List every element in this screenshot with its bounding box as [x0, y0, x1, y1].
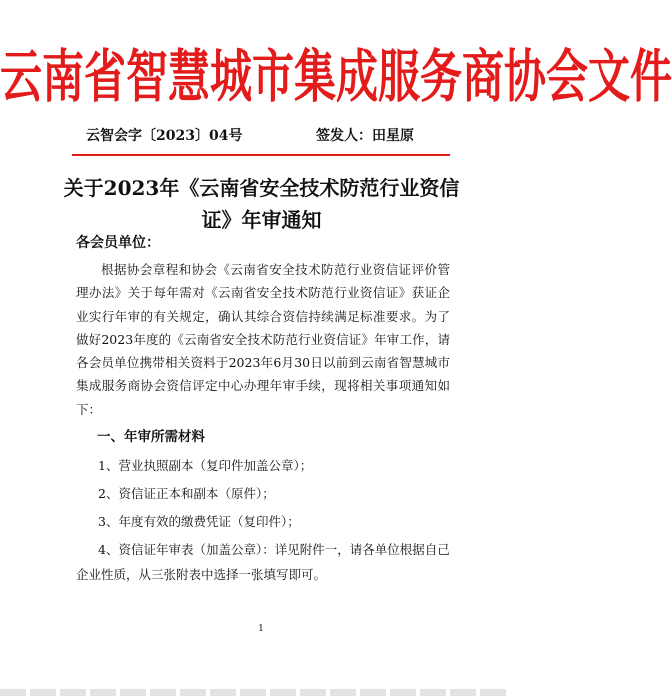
- footer-segment: [0, 689, 26, 696]
- document-signer: 签发人：田星原: [316, 128, 414, 144]
- document-header: 云南省智慧城市集成服务商协会文件: [0, 43, 672, 110]
- footer-segment: [330, 689, 356, 696]
- footer-segment: [480, 689, 506, 696]
- body-paragraph: 根据协会章程和协会《云南省安全技术防范行业资信证评价管理办法》关于每年需对《云南省安全技术防范行业资信证》获证企业实行年审的有关规定，确认其综合资信持续满足标准要求。为了做好2023年度的《云南省安全技术防范行业资信证》年审工作，请各会员单位携带相关资料于2023年6月30日以前到云南省智慧城市集成服务商协会资信评定中心办理年审手续，现将相关事项通知如下：: [76, 262, 450, 417]
- footer-segment: [150, 689, 176, 696]
- footer-segment: [390, 689, 416, 696]
- list-item: 4、资信证年审表（加盖公章）：详见附件一，请各单位根据自己企业性质，从三张附表中选择一张填写即可。: [76, 542, 450, 582]
- footer-segment: [270, 689, 296, 696]
- footer-segment: [60, 689, 86, 696]
- footer-segment: [420, 689, 446, 696]
- footer-segment: [450, 689, 476, 696]
- footer-segment: [210, 689, 236, 696]
- viewer-footer-strip: [0, 689, 523, 696]
- list-item: 2、资信证正本和副本（原件）；: [98, 486, 275, 501]
- footer-segment: [120, 689, 146, 696]
- footer-segment: [90, 689, 116, 696]
- footer-segment: [30, 689, 56, 696]
- page-number: 1: [258, 624, 264, 634]
- footer-segment: [180, 689, 206, 696]
- footer-segment: [240, 689, 266, 696]
- header-divider: [72, 154, 450, 156]
- section-heading: 一、年审所需材料: [97, 429, 205, 445]
- document-title: 关于2023年《云南省安全技术防范行业资信证》年审通知: [63, 176, 460, 232]
- list-item: 1、营业执照副本（复印件加盖公章）；: [98, 458, 313, 473]
- list-item: 3、年度有效的缴费凭证（复印件）；: [98, 514, 300, 529]
- document-number: 云智会字〔2023〕04号: [86, 128, 243, 144]
- salutation: 各会员单位：: [76, 235, 160, 251]
- footer-segment: [360, 689, 386, 696]
- footer-segment: [300, 689, 326, 696]
